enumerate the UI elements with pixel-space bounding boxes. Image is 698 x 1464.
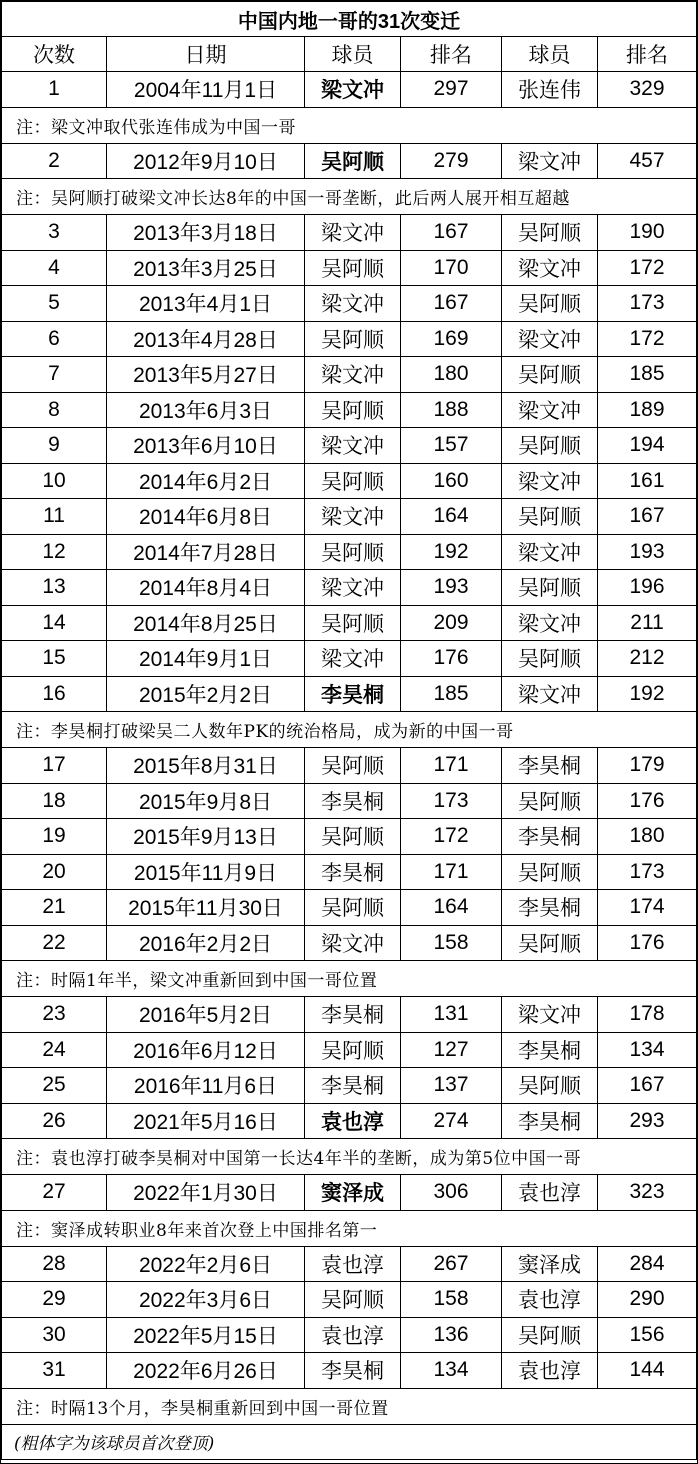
top-player-rank: 170: [401, 250, 502, 286]
second-player-rank: 167: [598, 499, 697, 535]
change-date: 2021年5月16日: [107, 1103, 305, 1139]
second-player-rank: 172: [598, 321, 697, 357]
top-player-name: 袁也淳: [305, 1317, 401, 1353]
top-player-name: 窦泽成: [305, 1175, 401, 1211]
top-player-rank: 131: [401, 997, 502, 1033]
change-date: 2014年9月1日: [107, 641, 305, 677]
second-player-name: 窦泽成: [502, 1246, 598, 1282]
change-date: 2015年2月2日: [107, 676, 305, 712]
table-row: [2, 428, 697, 464]
top-player-rank: 167: [401, 286, 502, 322]
change-number: 24: [2, 1032, 107, 1068]
change-number: 31: [2, 1353, 107, 1389]
second-player-name: 李昊桐: [502, 1032, 598, 1068]
change-date: 2022年3月6日: [107, 1282, 305, 1318]
table-row: [2, 499, 697, 535]
second-player-rank: 156: [598, 1317, 697, 1353]
change-date: 2022年1月30日: [107, 1175, 305, 1211]
change-number: 28: [2, 1246, 107, 1282]
table-row: [2, 392, 697, 428]
ranking-table: [1, 1, 697, 1460]
note-row: [2, 1388, 697, 1424]
header-player-2: 球员: [502, 37, 598, 72]
change-number: 26: [2, 1103, 107, 1139]
top-player-rank: 167: [401, 215, 502, 251]
change-date: 2014年8月4日: [107, 570, 305, 606]
table-title: 中国内地一哥的31次变迁: [2, 2, 697, 37]
second-player-name: 吴阿顺: [502, 428, 598, 464]
second-player-rank: 323: [598, 1175, 697, 1211]
header-rank-1: 排名: [401, 37, 502, 72]
change-number: 2: [2, 143, 107, 179]
second-player-rank: 457: [598, 143, 697, 179]
second-player-rank: 189: [598, 392, 697, 428]
change-date: 2014年7月28日: [107, 534, 305, 570]
change-number: 27: [2, 1175, 107, 1211]
second-player-rank: 134: [598, 1032, 697, 1068]
top-player-rank: 274: [401, 1103, 502, 1139]
change-number: 4: [2, 250, 107, 286]
second-player-rank: 284: [598, 1246, 697, 1282]
change-date: 2013年6月3日: [107, 392, 305, 428]
change-number: 15: [2, 641, 107, 677]
second-player-name: 李昊桐: [502, 890, 598, 926]
top-player-name: 吴阿顺: [305, 819, 401, 855]
second-player-name: 吴阿顺: [502, 854, 598, 890]
table-row: [2, 215, 697, 251]
table-row: [2, 890, 697, 926]
change-number: 1: [2, 72, 107, 108]
change-date: 2004年11月1日: [107, 72, 305, 108]
table-row: [2, 143, 697, 179]
table-row: [2, 357, 697, 393]
top-player-name: 吴阿顺: [305, 605, 401, 641]
top-player-name: 李昊桐: [305, 783, 401, 819]
second-player-name: 李昊桐: [502, 748, 598, 784]
second-player-name: 吴阿顺: [502, 499, 598, 535]
top-player-rank: 192: [401, 534, 502, 570]
change-number: 16: [2, 676, 107, 712]
top-player-name: 吴阿顺: [305, 748, 401, 784]
table-row: [2, 250, 697, 286]
second-player-rank: 192: [598, 676, 697, 712]
second-player-rank: 179: [598, 748, 697, 784]
change-number: 5: [2, 286, 107, 322]
table-row: [2, 997, 697, 1033]
note-row: [2, 1210, 697, 1246]
top-player-name: 吴阿顺: [305, 321, 401, 357]
change-number: 12: [2, 534, 107, 570]
top-player-name: 梁文冲: [305, 357, 401, 393]
top-player-name: 李昊桐: [305, 997, 401, 1033]
change-date: 2016年11月6日: [107, 1068, 305, 1104]
second-player-name: 梁文冲: [502, 605, 598, 641]
change-number: 25: [2, 1068, 107, 1104]
footnote-text: (粗体字为该球员首次登顶): [2, 1424, 697, 1459]
top-player-name: 吴阿顺: [305, 250, 401, 286]
change-number: 21: [2, 890, 107, 926]
header-date: 日期: [107, 37, 305, 72]
change-number: 13: [2, 570, 107, 606]
top-player-rank: 164: [401, 890, 502, 926]
change-number: 9: [2, 428, 107, 464]
top-player-rank: 171: [401, 748, 502, 784]
change-date: 2016年5月2日: [107, 997, 305, 1033]
top-player-rank: 279: [401, 143, 502, 179]
table-row: [2, 1103, 697, 1139]
second-player-rank: 211: [598, 605, 697, 641]
change-number: 23: [2, 997, 107, 1033]
second-player-name: 袁也淳: [502, 1282, 598, 1318]
table-row: [2, 783, 697, 819]
header-player-1: 球员: [305, 37, 401, 72]
second-player-rank: 173: [598, 854, 697, 890]
top-player-name: 吴阿顺: [305, 392, 401, 428]
top-player-rank: 193: [401, 570, 502, 606]
header-row: [2, 37, 697, 72]
change-number: 29: [2, 1282, 107, 1318]
top-player-name: 吴阿顺: [305, 890, 401, 926]
top-player-rank: 127: [401, 1032, 502, 1068]
change-date: 2014年6月2日: [107, 463, 305, 499]
change-number: 18: [2, 783, 107, 819]
second-player-name: 吴阿顺: [502, 357, 598, 393]
note-row: [2, 107, 697, 143]
change-date: 2013年3月25日: [107, 250, 305, 286]
table-row: [2, 1246, 697, 1282]
top-player-rank: 297: [401, 72, 502, 108]
note-row: [2, 712, 697, 748]
top-player-name: 梁文冲: [305, 215, 401, 251]
second-player-name: 梁文冲: [502, 321, 598, 357]
second-player-name: 袁也淳: [502, 1175, 598, 1211]
change-date: 2013年4月1日: [107, 286, 305, 322]
note-row: [2, 1139, 697, 1175]
change-number: 20: [2, 854, 107, 890]
second-player-rank: 185: [598, 357, 697, 393]
note-text: 注：时隔1年半，梁文冲重新回到中国一哥位置: [2, 961, 697, 997]
top-player-rank: 176: [401, 641, 502, 677]
top-player-rank: 158: [401, 925, 502, 961]
second-player-rank: 190: [598, 215, 697, 251]
change-date: 2012年9月10日: [107, 143, 305, 179]
second-player-name: 梁文冲: [502, 392, 598, 428]
table-row: [2, 854, 697, 890]
top-player-rank: 188: [401, 392, 502, 428]
second-player-name: 袁也淳: [502, 1353, 598, 1389]
change-number: 11: [2, 499, 107, 535]
second-player-rank: 172: [598, 250, 697, 286]
second-player-rank: 178: [598, 997, 697, 1033]
top-player-name: 梁文冲: [305, 499, 401, 535]
top-player-rank: 158: [401, 1282, 502, 1318]
change-date: 2013年5月27日: [107, 357, 305, 393]
change-date: 2016年2月2日: [107, 925, 305, 961]
table-row: [2, 676, 697, 712]
change-date: 2015年9月13日: [107, 819, 305, 855]
top-player-name: 梁文冲: [305, 72, 401, 108]
note-text: 注：时隔13个月，李昊桐重新回到中国一哥位置: [2, 1388, 697, 1424]
second-player-name: 吴阿顺: [502, 215, 598, 251]
top-player-name: 梁文冲: [305, 925, 401, 961]
second-player-rank: 290: [598, 1282, 697, 1318]
footnote-row: [2, 1424, 697, 1459]
top-player-name: 梁文冲: [305, 641, 401, 677]
change-date: 2016年6月12日: [107, 1032, 305, 1068]
second-player-name: 吴阿顺: [502, 570, 598, 606]
change-number: 22: [2, 925, 107, 961]
top-player-rank: 185: [401, 676, 502, 712]
table-row: [2, 1175, 697, 1211]
change-date: 2013年4月28日: [107, 321, 305, 357]
top-player-rank: 209: [401, 605, 502, 641]
change-date: 2013年3月18日: [107, 215, 305, 251]
top-player-name: 吴阿顺: [305, 534, 401, 570]
change-number: 30: [2, 1317, 107, 1353]
change-date: 2022年6月26日: [107, 1353, 305, 1389]
note-text: 注：袁也淳打破李昊桐对中国第一长达4年半的垄断，成为第5位中国一哥: [2, 1139, 697, 1175]
second-player-name: 吴阿顺: [502, 286, 598, 322]
second-player-name: 梁文冲: [502, 463, 598, 499]
top-player-rank: 171: [401, 854, 502, 890]
second-player-name: 梁文冲: [502, 997, 598, 1033]
change-date: 2015年11月30日: [107, 890, 305, 926]
change-date: 2022年2月6日: [107, 1246, 305, 1282]
top-player-rank: 134: [401, 1353, 502, 1389]
top-player-rank: 136: [401, 1317, 502, 1353]
table-row: [2, 1353, 697, 1389]
second-player-rank: 174: [598, 890, 697, 926]
header-rank-2: 排名: [598, 37, 697, 72]
change-date: 2015年9月8日: [107, 783, 305, 819]
top-player-name: 袁也淳: [305, 1103, 401, 1139]
second-player-rank: 144: [598, 1353, 697, 1389]
top-player-rank: 180: [401, 357, 502, 393]
note-text: 注：梁文冲取代张连伟成为中国一哥: [2, 107, 697, 143]
change-date: 2015年11月9日: [107, 854, 305, 890]
second-player-rank: 196: [598, 570, 697, 606]
table-row: [2, 1317, 697, 1353]
top-player-name: 李昊桐: [305, 1068, 401, 1104]
second-player-name: 吴阿顺: [502, 925, 598, 961]
top-player-rank: 172: [401, 819, 502, 855]
table-row: [2, 925, 697, 961]
change-number: 8: [2, 392, 107, 428]
top-player-name: 梁文冲: [305, 570, 401, 606]
top-player-name: 吴阿顺: [305, 463, 401, 499]
table-row: [2, 534, 697, 570]
change-number: 14: [2, 605, 107, 641]
top-player-name: 梁文冲: [305, 428, 401, 464]
table-row: [2, 605, 697, 641]
change-date: 2015年8月31日: [107, 748, 305, 784]
note-text: 注：李昊桐打破梁吴二人数年PK的统治格局，成为新的中国一哥: [2, 712, 697, 748]
second-player-name: 吴阿顺: [502, 641, 598, 677]
top-player-name: 梁文冲: [305, 286, 401, 322]
change-number: 10: [2, 463, 107, 499]
second-player-rank: 180: [598, 819, 697, 855]
table-row: [2, 463, 697, 499]
second-player-rank: 293: [598, 1103, 697, 1139]
note-row: [2, 961, 697, 997]
note-text: 注：吴阿顺打破梁文冲长达8年的中国一哥垄断，此后两人展开相互超越: [2, 179, 697, 215]
change-number: 3: [2, 215, 107, 251]
change-date: 2022年5月15日: [107, 1317, 305, 1353]
top-player-rank: 164: [401, 499, 502, 535]
second-player-rank: 176: [598, 925, 697, 961]
header-count: 次数: [2, 37, 107, 72]
second-player-name: 李昊桐: [502, 819, 598, 855]
top-player-name: 吴阿顺: [305, 143, 401, 179]
top-player-rank: 173: [401, 783, 502, 819]
second-player-rank: 176: [598, 783, 697, 819]
top-player-rank: 160: [401, 463, 502, 499]
second-player-name: 梁文冲: [502, 534, 598, 570]
top-player-name: 李昊桐: [305, 1353, 401, 1389]
note-text: 注：窦泽成转职业8年来首次登上中国排名第一: [2, 1210, 697, 1246]
second-player-rank: 173: [598, 286, 697, 322]
change-date: 2014年6月8日: [107, 499, 305, 535]
table-row: [2, 1068, 697, 1104]
table-row: [2, 570, 697, 606]
top-player-rank: 306: [401, 1175, 502, 1211]
second-player-name: 吴阿顺: [502, 1068, 598, 1104]
second-player-name: 张连伟: [502, 72, 598, 108]
change-number: 7: [2, 357, 107, 393]
table-row: [2, 641, 697, 677]
table-row: [2, 286, 697, 322]
top-player-rank: 169: [401, 321, 502, 357]
second-player-name: 吴阿顺: [502, 1317, 598, 1353]
table-row: [2, 748, 697, 784]
change-number: 19: [2, 819, 107, 855]
change-number: 17: [2, 748, 107, 784]
top-player-rank: 157: [401, 428, 502, 464]
top-player-rank: 267: [401, 1246, 502, 1282]
table-row: [2, 321, 697, 357]
title-row: [2, 2, 697, 37]
second-player-rank: 193: [598, 534, 697, 570]
second-player-name: 梁文冲: [502, 676, 598, 712]
change-date: 2014年8月25日: [107, 605, 305, 641]
top-player-name: 吴阿顺: [305, 1032, 401, 1068]
top-player-rank: 137: [401, 1068, 502, 1104]
top-player-name: 吴阿顺: [305, 1282, 401, 1318]
second-player-name: 梁文冲: [502, 143, 598, 179]
second-player-name: 梁文冲: [502, 250, 598, 286]
top-player-name: 袁也淳: [305, 1246, 401, 1282]
second-player-name: 吴阿顺: [502, 783, 598, 819]
second-player-rank: 212: [598, 641, 697, 677]
second-player-rank: 161: [598, 463, 697, 499]
table-row: [2, 1282, 697, 1318]
table-row: [2, 819, 697, 855]
note-row: [2, 179, 697, 215]
top-player-name: 李昊桐: [305, 854, 401, 890]
table-body: [2, 2, 697, 1460]
second-player-rank: 329: [598, 72, 697, 108]
top-player-name: 李昊桐: [305, 676, 401, 712]
table-row: [2, 72, 697, 108]
change-date: 2013年6月10日: [107, 428, 305, 464]
second-player-name: 李昊桐: [502, 1103, 598, 1139]
change-number: 6: [2, 321, 107, 357]
table-row: [2, 1032, 697, 1068]
second-player-rank: 194: [598, 428, 697, 464]
second-player-rank: 167: [598, 1068, 697, 1104]
